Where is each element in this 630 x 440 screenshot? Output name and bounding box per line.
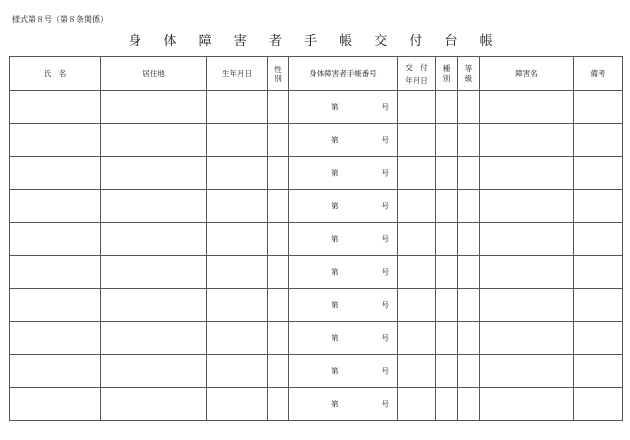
table-row — [10, 190, 623, 223]
header-handbook-number: 身体障害者手帳番号 — [289, 57, 398, 91]
birthdate-cell[interactable] — [207, 355, 268, 388]
address-cell[interactable] — [101, 91, 207, 124]
sex-cell[interactable] — [268, 223, 289, 256]
header-issue-top: 交 付 — [405, 62, 428, 72]
name-cell[interactable] — [10, 388, 101, 421]
type-cell[interactable] — [436, 91, 458, 124]
address-cell[interactable] — [101, 388, 207, 421]
sex-cell[interactable] — [268, 190, 289, 223]
header-sex-bottom: 別 — [274, 73, 282, 83]
type-cell[interactable] — [436, 256, 458, 289]
table-row — [10, 91, 623, 124]
number-prefix: 第 — [331, 201, 339, 211]
grade-cell[interactable] — [458, 355, 480, 388]
name-cell[interactable] — [10, 124, 101, 157]
header-disability: 障害名 — [480, 57, 574, 91]
type-cell[interactable] — [436, 190, 458, 223]
sex-cell[interactable] — [268, 157, 289, 190]
table-row — [10, 124, 623, 157]
address-cell[interactable] — [101, 190, 207, 223]
name-cell[interactable] — [10, 190, 101, 223]
name-cell[interactable] — [10, 355, 101, 388]
issue-date-cell[interactable] — [398, 322, 436, 355]
header-type-bottom: 別 — [442, 73, 451, 83]
type-cell[interactable] — [436, 124, 458, 157]
header-remarks: 備考 — [574, 57, 623, 91]
handbook-number-cell[interactable] — [289, 256, 398, 289]
header-birthdate: 生年月日 — [207, 57, 268, 91]
issue-date-cell[interactable] — [398, 289, 436, 322]
remarks-cell[interactable] — [574, 388, 623, 421]
birthdate-cell[interactable] — [207, 322, 268, 355]
number-suffix: 号 — [381, 135, 389, 145]
remarks-cell[interactable] — [574, 355, 623, 388]
number-prefix: 第 — [331, 267, 339, 277]
type-cell[interactable] — [436, 388, 458, 421]
handbook-number-cell[interactable] — [289, 223, 398, 256]
grade-cell[interactable] — [458, 322, 480, 355]
number-suffix: 号 — [381, 234, 389, 244]
header-type — [436, 57, 458, 91]
number-prefix: 第 — [331, 333, 339, 343]
grade-cell[interactable] — [458, 223, 480, 256]
header-grade — [458, 57, 480, 91]
birthdate-cell[interactable] — [207, 289, 268, 322]
header-name: 氏 名 — [10, 57, 101, 91]
disability-cell[interactable] — [480, 124, 574, 157]
address-cell[interactable] — [101, 157, 207, 190]
header-issue-bottom: 年月日 — [405, 75, 428, 85]
ledger-table — [9, 56, 623, 421]
table-row — [10, 289, 623, 322]
number-suffix: 号 — [381, 333, 389, 343]
disability-cell[interactable] — [480, 355, 574, 388]
birthdate-cell[interactable] — [207, 256, 268, 289]
disability-cell[interactable] — [480, 289, 574, 322]
number-prefix: 第 — [331, 300, 339, 310]
issue-date-cell[interactable] — [398, 223, 436, 256]
number-prefix: 第 — [331, 102, 339, 112]
disability-cell[interactable] — [480, 388, 574, 421]
grade-cell[interactable] — [458, 157, 480, 190]
handbook-number-cell[interactable] — [289, 190, 398, 223]
address-cell[interactable] — [101, 289, 207, 322]
grade-cell[interactable] — [458, 388, 480, 421]
number-prefix: 第 — [331, 234, 339, 244]
handbook-number-cell[interactable] — [289, 289, 398, 322]
table-row — [10, 322, 623, 355]
handbook-number-cell[interactable] — [289, 322, 398, 355]
disability-cell[interactable] — [480, 322, 574, 355]
address-cell[interactable] — [101, 124, 207, 157]
issue-date-cell[interactable] — [398, 256, 436, 289]
number-suffix: 号 — [381, 267, 389, 277]
number-suffix: 号 — [381, 399, 389, 409]
sex-cell[interactable] — [268, 91, 289, 124]
header-row — [10, 57, 623, 91]
sex-cell[interactable] — [268, 322, 289, 355]
header-type-top: 種 — [442, 63, 451, 73]
header-grade-bottom: 級 — [464, 73, 473, 83]
table-row — [10, 388, 623, 421]
address-cell[interactable] — [101, 355, 207, 388]
handbook-number-cell[interactable] — [289, 388, 398, 421]
table-row — [10, 256, 623, 289]
remarks-cell[interactable] — [574, 223, 623, 256]
disability-cell[interactable] — [480, 256, 574, 289]
issue-date-cell[interactable] — [398, 91, 436, 124]
remarks-cell[interactable] — [574, 157, 623, 190]
sex-cell[interactable] — [268, 388, 289, 421]
grade-cell[interactable] — [458, 190, 480, 223]
type-cell[interactable] — [436, 157, 458, 190]
number-suffix: 号 — [381, 300, 389, 310]
number-prefix: 第 — [331, 366, 339, 376]
type-cell[interactable] — [436, 322, 458, 355]
issue-date-cell[interactable] — [398, 190, 436, 223]
name-cell[interactable] — [10, 223, 101, 256]
header-issue-date — [398, 57, 436, 91]
number-prefix: 第 — [331, 399, 339, 409]
issue-date-cell[interactable] — [398, 124, 436, 157]
birthdate-cell[interactable] — [207, 157, 268, 190]
name-cell[interactable] — [10, 91, 101, 124]
type-cell[interactable] — [436, 223, 458, 256]
issue-date-cell[interactable] — [398, 355, 436, 388]
sex-cell[interactable] — [268, 289, 289, 322]
header-sex-top: 性 — [274, 64, 282, 74]
handbook-number-cell[interactable] — [289, 157, 398, 190]
address-cell[interactable] — [101, 256, 207, 289]
table-row — [10, 223, 623, 256]
grade-cell[interactable] — [458, 256, 480, 289]
header-address: 居住地 — [101, 57, 207, 91]
disability-cell[interactable] — [480, 157, 574, 190]
ledger-body — [10, 91, 623, 421]
name-cell[interactable] — [10, 256, 101, 289]
number-prefix: 第 — [331, 168, 339, 178]
disability-cell[interactable] — [480, 223, 574, 256]
table-row — [10, 157, 623, 190]
number-prefix: 第 — [331, 135, 339, 145]
remarks-cell[interactable] — [574, 289, 623, 322]
remarks-cell[interactable] — [574, 322, 623, 355]
number-suffix: 号 — [381, 366, 389, 376]
number-suffix: 号 — [381, 168, 389, 178]
remarks-cell[interactable] — [574, 91, 623, 124]
document-title: 身 体 障 害 者 手 帳 交 付 台 帳 — [128, 34, 502, 49]
birthdate-cell[interactable] — [207, 388, 268, 421]
handbook-number-cell[interactable] — [289, 355, 398, 388]
remarks-cell[interactable] — [574, 256, 623, 289]
handbook-number-cell[interactable] — [289, 91, 398, 124]
sex-cell[interactable] — [268, 355, 289, 388]
name-cell[interactable] — [10, 289, 101, 322]
sex-cell[interactable] — [268, 124, 289, 157]
issue-date-cell[interactable] — [398, 157, 436, 190]
grade-cell[interactable] — [458, 124, 480, 157]
name-cell[interactable] — [10, 157, 101, 190]
name-cell[interactable] — [10, 322, 101, 355]
form-code: 様式第８号（第８条関係） — [12, 15, 108, 24]
birthdate-cell[interactable] — [207, 124, 268, 157]
sex-cell[interactable] — [268, 256, 289, 289]
grade-cell[interactable] — [458, 91, 480, 124]
disability-cell[interactable] — [480, 190, 574, 223]
number-suffix: 号 — [381, 102, 389, 112]
handbook-number-cell[interactable] — [289, 124, 398, 157]
table-row — [10, 355, 623, 388]
type-cell[interactable] — [436, 289, 458, 322]
disability-cell[interactable] — [480, 91, 574, 124]
issue-date-cell[interactable] — [398, 388, 436, 421]
remarks-cell[interactable] — [574, 190, 623, 223]
address-cell[interactable] — [101, 322, 207, 355]
birthdate-cell[interactable] — [207, 91, 268, 124]
birthdate-cell[interactable] — [207, 190, 268, 223]
remarks-cell[interactable] — [574, 124, 623, 157]
grade-cell[interactable] — [458, 289, 480, 322]
birthdate-cell[interactable] — [207, 223, 268, 256]
type-cell[interactable] — [436, 355, 458, 388]
address-cell[interactable] — [101, 223, 207, 256]
header-sex — [268, 57, 289, 91]
header-grade-top: 等 — [464, 63, 473, 73]
number-suffix: 号 — [381, 201, 389, 211]
